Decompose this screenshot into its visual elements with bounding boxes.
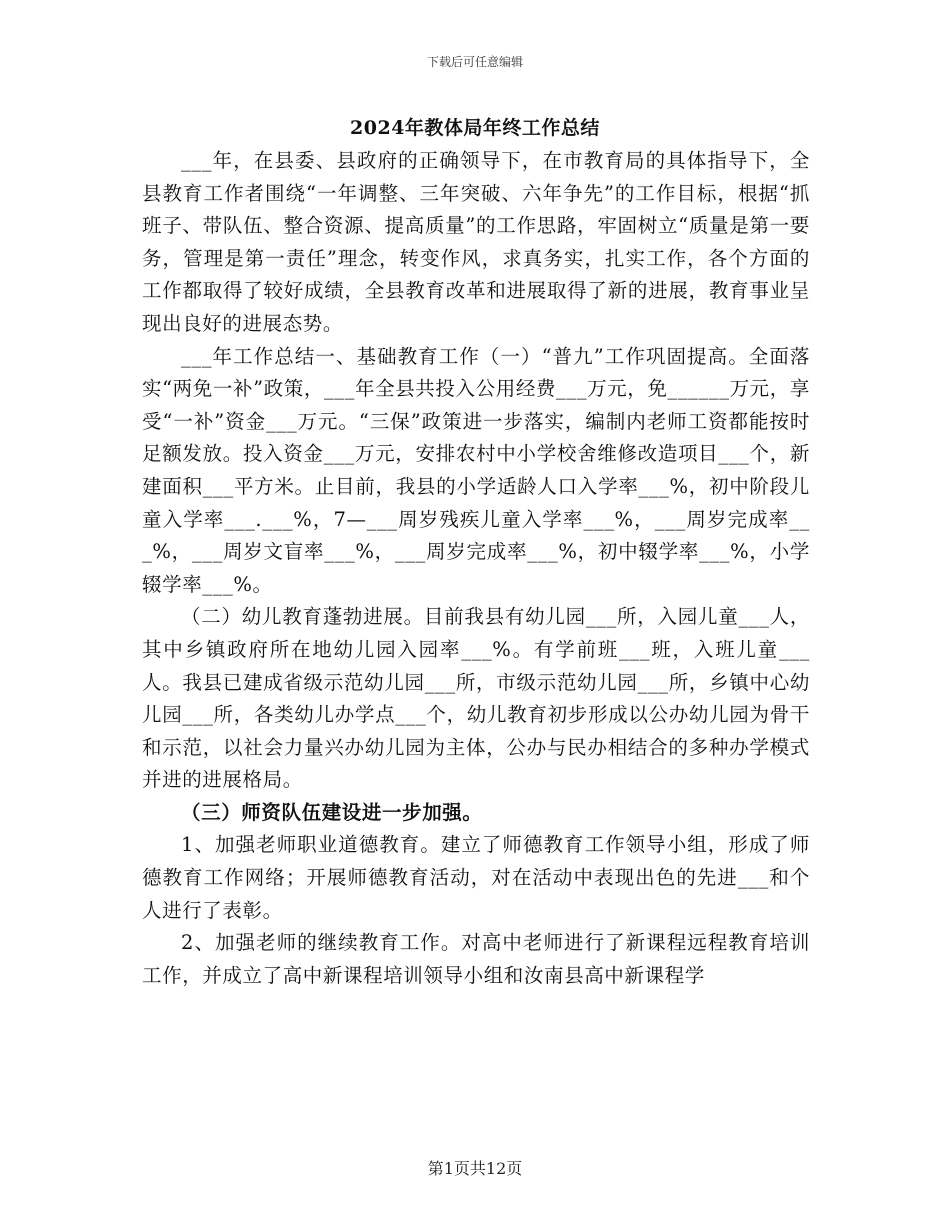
- section-heading-teacher-team: （三）师资队伍建设进一步加强。: [181, 800, 483, 824]
- page-indicator: 第1页共12页: [427, 1159, 523, 1178]
- document-title: 2024年教体局年终工作总结: [350, 117, 600, 139]
- paragraph-teacher-ethics: 1、加强老师职业道德教育。建立了师德教育工作领导小组，形成了师德教育工作网络；开展师德教育活动，对在活动中表现出色的先进___和个人进行了表彰。: [142, 833, 810, 922]
- paragraph-preschool-education: （二）幼儿教育蓬勃进展。目前我县有幼儿园___所，入园儿童___人，其中乡镇政府所在地幼儿园入园率___%。有学前班___班，入班儿童___人。我县已建成省级示范幼儿园___所，市级示范幼儿园___所，乡镇中心幼儿园___所，各类幼儿办学点___个，幼儿教育初步形成以公办幼儿园为骨干和示范，以社会力量兴办幼儿园为主体，公办与民办相结合的多种办学模式并进的进展格局。: [142, 605, 810, 792]
- paragraph-intro: ___年，在县委、县政府的正确领导下，在市教育局的具体指导下，全县教育工作者围绕“一年调整、三年突破、六年争先”的工作目标，根据“抓班子、带队伍、整合资源、提高质量”的工作思路，牢固树立“质量是第一要务，管理是第一责任”理念，转变作风，求真务实，扎实工作，各个方面的工作都取得了较好成绩，全县教育改革和进展取得了新的进展，教育事业呈现出良好的进展态势。: [142, 149, 810, 335]
- document-body: [142, 145, 810, 992]
- paragraph-basic-education: ___年工作总结一、基础教育工作（一）“普九”工作巩固提高。全面落实“两免一补”政策，___年全县共投入公用经费___万元，免______万元，享受“一补”资金___万元。“三保”政策进一步落实，编制内老师工资都能按时足额发放。投入资金___万元，安排农村中小学校舍维修改造项目___个，新建面积___平方米。止目前，我县的小学适龄人口入学率___%，初中阶段儿童入学率___.___%，7—___周岁残疾儿童入学率___%，___周岁完成率___%，___周岁文盲率___%，___周岁完成率___%，初中辍学率___%，小学辍学率___%。: [142, 344, 810, 596]
- paragraph-continuing-education: 2、加强老师的继续教育工作。对高中老师进行了新课程远程教育培训工作，并成立了高中新课程培训领导小组和汝南县高中新课程学: [142, 931, 810, 987]
- header-note: 下载后可任意编辑: [426, 55, 523, 69]
